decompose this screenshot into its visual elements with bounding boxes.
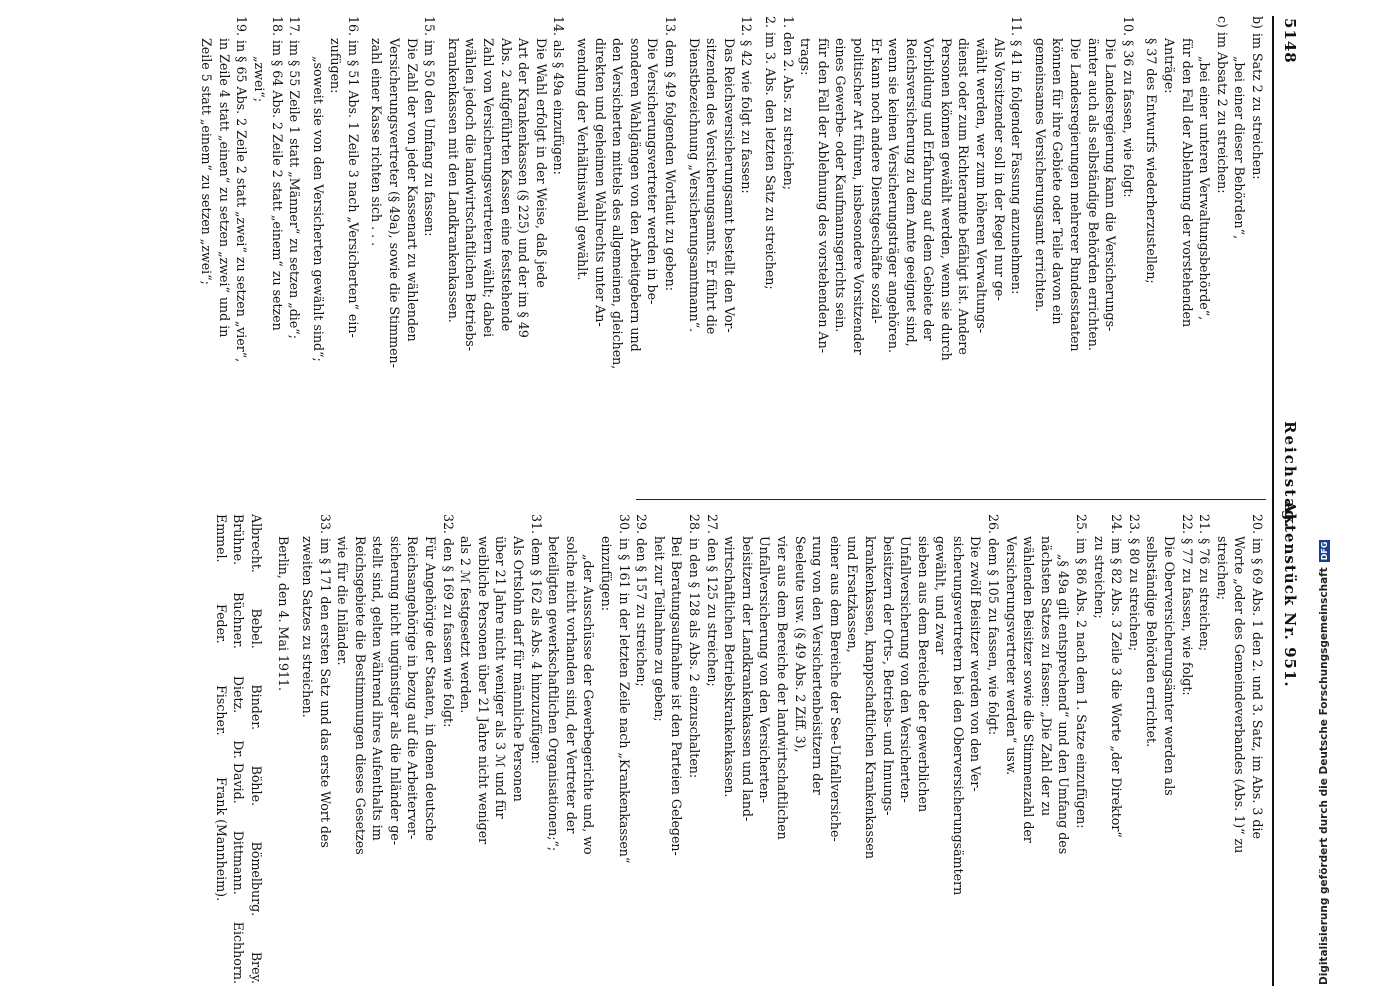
signatory-name: Dr. David. bbox=[231, 740, 247, 804]
left-column-line: Die Landesregierung kann die Versicherungs- bbox=[1103, 38, 1119, 332]
signatory-name: Dietz. bbox=[231, 675, 247, 714]
signatory-name: Bebel. bbox=[248, 608, 264, 649]
column-divider bbox=[636, 499, 1266, 500]
right-column-line: 30. in § 161 in der letzten Zeile nach „Krankenkassen“ bbox=[616, 514, 632, 864]
left-column-line: 17. im § 55 Zeile 1 statt „Männer“ zu setzen „die“; bbox=[287, 16, 303, 339]
signatory-name: Büchner. bbox=[231, 592, 247, 649]
left-column-line: Versicherungsvertreter (§ 49a), sowie die Stimmen- bbox=[387, 38, 403, 368]
left-column-line: 1. den 2. Abs. zu streichen; bbox=[780, 16, 796, 191]
right-column-line: 21. § 76 zu streichen; bbox=[1197, 514, 1213, 652]
left-column-line: politischer Art führen, insbesondere Vorsitzender bbox=[850, 38, 866, 355]
paragraph-gap bbox=[1137, 16, 1143, 486]
left-column-line: 12. § 42 wie folgt zu fassen: bbox=[739, 16, 755, 194]
credit-text: Digitalisierung gefördert durch die Deutsche Forschungsgemeinschaft bbox=[1318, 567, 1330, 985]
signatory-name: Eichhorn. bbox=[231, 921, 247, 984]
right-column-line: vier aus dem Bereiche der landwirtschaftlichen bbox=[774, 536, 790, 840]
left-column-line: trags: bbox=[798, 38, 814, 76]
right-column-line: Seeleute usw. (§ 49 Abs. 2 Ziff. 3), bbox=[792, 536, 808, 753]
left-column-line: § 37 des Entwurfs wiederherzustellen; bbox=[1144, 38, 1160, 284]
right-column-line: selbständige Behörden errichtet. bbox=[1144, 536, 1160, 748]
right-column-line: über 21 Jahre nicht weniger als 3 ℳ und für bbox=[493, 536, 509, 819]
left-column-line: „soweit sie von den Versicherten gewählt sind“; bbox=[310, 56, 326, 362]
right-column-line: Die zwölf Beisitzer werden von den Ver- bbox=[968, 536, 984, 792]
page-header bbox=[1272, 16, 1300, 986]
signature-row bbox=[247, 514, 265, 984]
left-column-line: wenn sie keinen Versicherungsträger angehören. bbox=[886, 38, 902, 354]
right-column-line: 31. dem § 162 als Abs. 4 hinzuzufügen: bbox=[528, 514, 544, 764]
signature-row bbox=[230, 514, 248, 984]
left-column-line: Abs. 2 aufgeführten Kassen eine feststehende bbox=[498, 38, 514, 332]
left-column-line: 16. im § 51 Abs. 1 Zeile 3 nach „Versicherten“ ein- bbox=[345, 16, 361, 338]
left-column-line: direkten und geheimen Wahlrechts unter An- bbox=[592, 38, 608, 327]
left-column-line: Das Reichsversicherungsamt bestellt den Vor- bbox=[721, 38, 737, 333]
right-column-line: 23. § 80 zu streichen; bbox=[1126, 514, 1142, 652]
right-column-line: 29. den § 157 zu streichen; bbox=[634, 514, 650, 687]
right-column-line: Versicherungsvertreter werden“ usw. bbox=[1003, 536, 1019, 776]
right-column-line: „der Ausschüsse der Gewerbegerichte und, wo bbox=[581, 554, 597, 855]
page-number: 5148 bbox=[1281, 18, 1299, 64]
left-column-line: für den Fall der Ablehnung des vorstehenden An- bbox=[815, 38, 831, 353]
right-column-line: 32. den § 169 zu fassen wie folgt: bbox=[440, 514, 456, 728]
left-column-line: sitzenden des Versicherungsamts. Er führt die bbox=[704, 38, 720, 335]
left-column-line: „bei einer dieser Behörden“, bbox=[1232, 56, 1248, 240]
left-column-line: Art der Krankenkassen (§ 225) und der im § 49 bbox=[516, 38, 532, 338]
left-column-line: 14. als § 49a einzufügen: bbox=[551, 16, 567, 175]
signatory-name: Feder. bbox=[213, 604, 229, 644]
left-column-line: Die Versicherungsvertreter werden in be- bbox=[645, 38, 661, 305]
right-column-line: Als Ortslohn darf für männliche Personen bbox=[511, 536, 527, 802]
right-column-line: streichen; bbox=[1214, 536, 1230, 600]
right-column bbox=[212, 514, 1266, 984]
right-column-line: 26. dem § 105 zu fassen, wie folgt: bbox=[986, 514, 1002, 736]
right-column-line: wirtschaftlichen Betriebskrankenkassen. bbox=[722, 536, 738, 798]
signatory-name: Albrecht. bbox=[248, 514, 264, 573]
left-column-line: 2. im 3. Abs. den letzten Satz zu streichen; bbox=[762, 16, 778, 290]
right-column-line: Worte „oder des Gemeindeverbandes (Abs. 1)“ zu bbox=[1232, 536, 1248, 854]
signatory-name: Brey. bbox=[248, 951, 264, 984]
right-column-line: einzufügen: bbox=[599, 536, 615, 611]
right-column-line: sicherungsvertretern bei den Oberversicherungsämtern bbox=[950, 536, 966, 896]
right-column-line: zweiten Satzes zu streichen. bbox=[299, 536, 315, 718]
signatory-name: Bömelburg. bbox=[248, 841, 264, 917]
journal-title: Reichstag. bbox=[1281, 421, 1299, 530]
right-column-line: nächsten Satzes zu fassen: „Die Zahl der zu bbox=[1038, 536, 1054, 817]
right-column-line: Unfallversicherung von den Versicherten- bbox=[898, 536, 914, 803]
right-column-line: wie für die Inländer. bbox=[335, 536, 351, 666]
signatory-name: Dittmann. bbox=[231, 830, 247, 895]
right-column-line: 20. im § 69 Abs. 1 den 2. und 3. Satz, im Abs. 3 die bbox=[1250, 514, 1265, 839]
signatory-name: Emmel. bbox=[213, 514, 229, 563]
right-column-line: gewählt, und zwar bbox=[933, 536, 949, 655]
left-column-line: wählt werden, wer zum höheren Verwaltungs- bbox=[974, 38, 990, 333]
right-column-line: und Ersatzkassen, bbox=[845, 536, 861, 653]
left-column-line: Die Zahl der von jeder Kassenart zu wählenden bbox=[404, 38, 420, 342]
document-id: Aktenstück Nr. 951. bbox=[1281, 501, 1299, 688]
left-column-line: gemeinsames Versicherungsamt errichten. bbox=[1032, 38, 1048, 312]
left-column-line: zufügen: bbox=[328, 38, 344, 94]
right-column-line: Reichsgebiete die Bestimmungen dieses Gesetzes bbox=[352, 536, 368, 855]
left-column-line: „bei einer unteren Verwaltungsbehörde“, bbox=[1197, 56, 1213, 321]
right-column-line: sieben aus dem Bereiche der gewerblichen bbox=[915, 536, 931, 813]
right-column-line: „§ 49a gilt entsprechend“ und den Umfang des bbox=[1056, 554, 1072, 855]
left-column-line: den Versicherten mittels des allgemeinen, gleichen, bbox=[610, 38, 626, 370]
left-column-line: in Zeile 4 statt „einen“ zu setzen „zwei“ und in bbox=[216, 38, 232, 338]
right-column-line: sicherung nicht ungünstiger als die Inländer ge- bbox=[387, 536, 403, 845]
right-column-line: beisitzern der Orts-, Betriebs- und Innungs- bbox=[880, 536, 896, 816]
left-column-line: „zwei“; bbox=[251, 56, 267, 103]
right-column-line: Die Oberversicherungsämter werden als bbox=[1162, 536, 1178, 796]
right-column-line: heit zur Teilnahme zu geben; bbox=[651, 536, 667, 722]
left-column-line: Zahl von Versicherungsvertretern wählt; dabei bbox=[481, 38, 497, 338]
left-column-line: können für ihre Gebiete oder Teile davon ein bbox=[1050, 38, 1066, 325]
left-column-line: krankenkassen mit den Landkrankenkassen. bbox=[445, 38, 461, 323]
signatory-name: Frank (Mannheim). bbox=[213, 777, 229, 902]
signatory-name: Brühne. bbox=[231, 514, 247, 566]
left-column-line: 13. dem § 49 folgenden Wortlaut zu geben: bbox=[663, 16, 678, 291]
left-column bbox=[198, 16, 1266, 486]
left-column-line: eines Gewerbe- oder Kaufmannsgerichts sein. bbox=[833, 38, 849, 333]
right-column-line: krankenkassen, knappschaftlichen Krankenkassen bbox=[862, 536, 878, 859]
right-column-line: Für Angehörige der Staaten, in denen deutsche bbox=[423, 536, 439, 841]
right-column-line: beisitzern der Landkrankenkassen und land- bbox=[739, 536, 755, 822]
left-column-line: 18. im § 64 Abs. 2 Zeile 2 statt „einem“ zu setzen bbox=[269, 16, 285, 331]
right-column-line: rung von den Versichertenbeisitzern der bbox=[810, 536, 826, 795]
signature-row bbox=[212, 514, 230, 984]
right-column-line: 28. in den § 128 als Abs. 2 einzuschalten: bbox=[687, 514, 702, 779]
right-column-line: Bei Beratungsaufnahme ist den Parteien Gelegen- bbox=[669, 536, 685, 856]
right-column-line: 33. im § 171 den ersten Satz und das erste Wort des bbox=[317, 514, 333, 848]
left-column-line: Reichsversicherung zu dem Amte geeignet sind, bbox=[903, 38, 919, 347]
left-column-line: 15. im § 50 den Umfang zu fassen: bbox=[422, 16, 438, 237]
left-column-line: wendung der Verhältniswahl gewählt. bbox=[575, 38, 591, 281]
right-column-line: 25. im § 86 Abs. 2 nach dem 1. Satze einzufügen: bbox=[1074, 514, 1090, 829]
signature-block bbox=[212, 514, 265, 984]
left-column-line: für den Fall der Ablehnung der vorstehenden bbox=[1179, 38, 1195, 328]
left-column-line: 10. § 36 zu fassen, wie folgt: bbox=[1120, 16, 1136, 198]
right-column-line: als 2 ℳ festgesetzt werden. bbox=[458, 536, 474, 714]
left-column-line: Als Vorsitzender soll in der Regel nur ge- bbox=[991, 38, 1007, 301]
left-column-line: Die Wahl erfolgt in der Weise, daß jede bbox=[533, 38, 549, 288]
right-column-line: wählenden Beisitzer sowie die Stimmenzahl der bbox=[1021, 536, 1037, 843]
left-column-line: 19. in § 65 Abs. 2 Zeile 2 statt „zwei“ zu setzen „vier“, bbox=[234, 16, 250, 363]
signatory-name: Binder. bbox=[248, 684, 264, 730]
signatory-name: Böhle. bbox=[248, 765, 264, 807]
left-column-line: Vorbildung und Erfahrung auf dem Gebiete der bbox=[921, 38, 937, 341]
left-column-line: Die Landesregierungen mehrerer Bundesstaaten bbox=[1068, 38, 1084, 352]
left-column-line: sonderen Wahlgängen von den Arbeitgebern und bbox=[627, 38, 643, 352]
left-column-line: Zeile 5 statt „einem“ zu setzen „zwei“; bbox=[199, 38, 215, 285]
left-column-line: 11. § 41 in folgender Fassung anzunehmen: bbox=[1009, 16, 1025, 295]
left-column-line: dienst oder zum Richteramte befähigt ist. Andere bbox=[956, 38, 972, 355]
dfg-logo: DFG bbox=[1319, 541, 1329, 561]
right-column-line: weibliche Personen über 21 Jahre nicht weniger bbox=[475, 536, 491, 845]
right-column-line: einer aus dem Bereiche der See-Unfallversiche- bbox=[827, 536, 843, 842]
right-column-line: Unfallversicherung von den Versicherten- bbox=[757, 536, 773, 803]
right-column-line: 22. § 77 zu fassen, wie folgt: bbox=[1179, 514, 1195, 696]
signatory-name: Fischer. bbox=[213, 685, 229, 736]
left-column-line: Anträge: bbox=[1162, 38, 1178, 94]
left-column-line: c) im Absatz 2 zu streichen: bbox=[1214, 16, 1230, 194]
left-column-line: b) im Satz 2 zu streichen: bbox=[1250, 16, 1265, 180]
right-column-line: Berlin, den 4. Mai 1911. bbox=[276, 536, 292, 692]
right-column-line: beteiligten gewerkschaftlichen Organisationen;“; bbox=[546, 536, 562, 852]
left-column-line: Personen können gewählt werden, wenn sie durch bbox=[938, 38, 954, 361]
right-column-line: solche nicht vorhanden sind, der Vertreter der bbox=[563, 536, 579, 834]
right-column-line: 24. im § 82 Abs. 3 Zeile 3 die Worte „der Direktor“ bbox=[1109, 514, 1125, 838]
left-column-line: zahl einer Kasse richten sich . . . bbox=[369, 38, 385, 247]
text-columns bbox=[6, 16, 1266, 986]
right-column-line: 27. den § 125 zu streichen; bbox=[704, 514, 720, 687]
left-column-line: Dienstbezeichnung „Versicherungsamtmann“. bbox=[686, 38, 702, 333]
left-column-line: wählen jedoch die landwirtschaftlichen Betriebs- bbox=[463, 38, 479, 351]
right-column-line: Reichsangehörige in bezug auf die Arbeiterver- bbox=[405, 536, 421, 840]
left-column-line: Er kann noch andere Dienstgeschäfte sozial- bbox=[868, 38, 884, 324]
right-column-line: zu streichen; bbox=[1091, 536, 1107, 619]
right-column-line: stellt sind, gelten während ihres Aufenthalts im bbox=[370, 536, 386, 841]
digitization-credit bbox=[1318, 540, 1330, 985]
left-column-line: ämter auch als selbständige Behörden errichten. bbox=[1085, 38, 1101, 351]
